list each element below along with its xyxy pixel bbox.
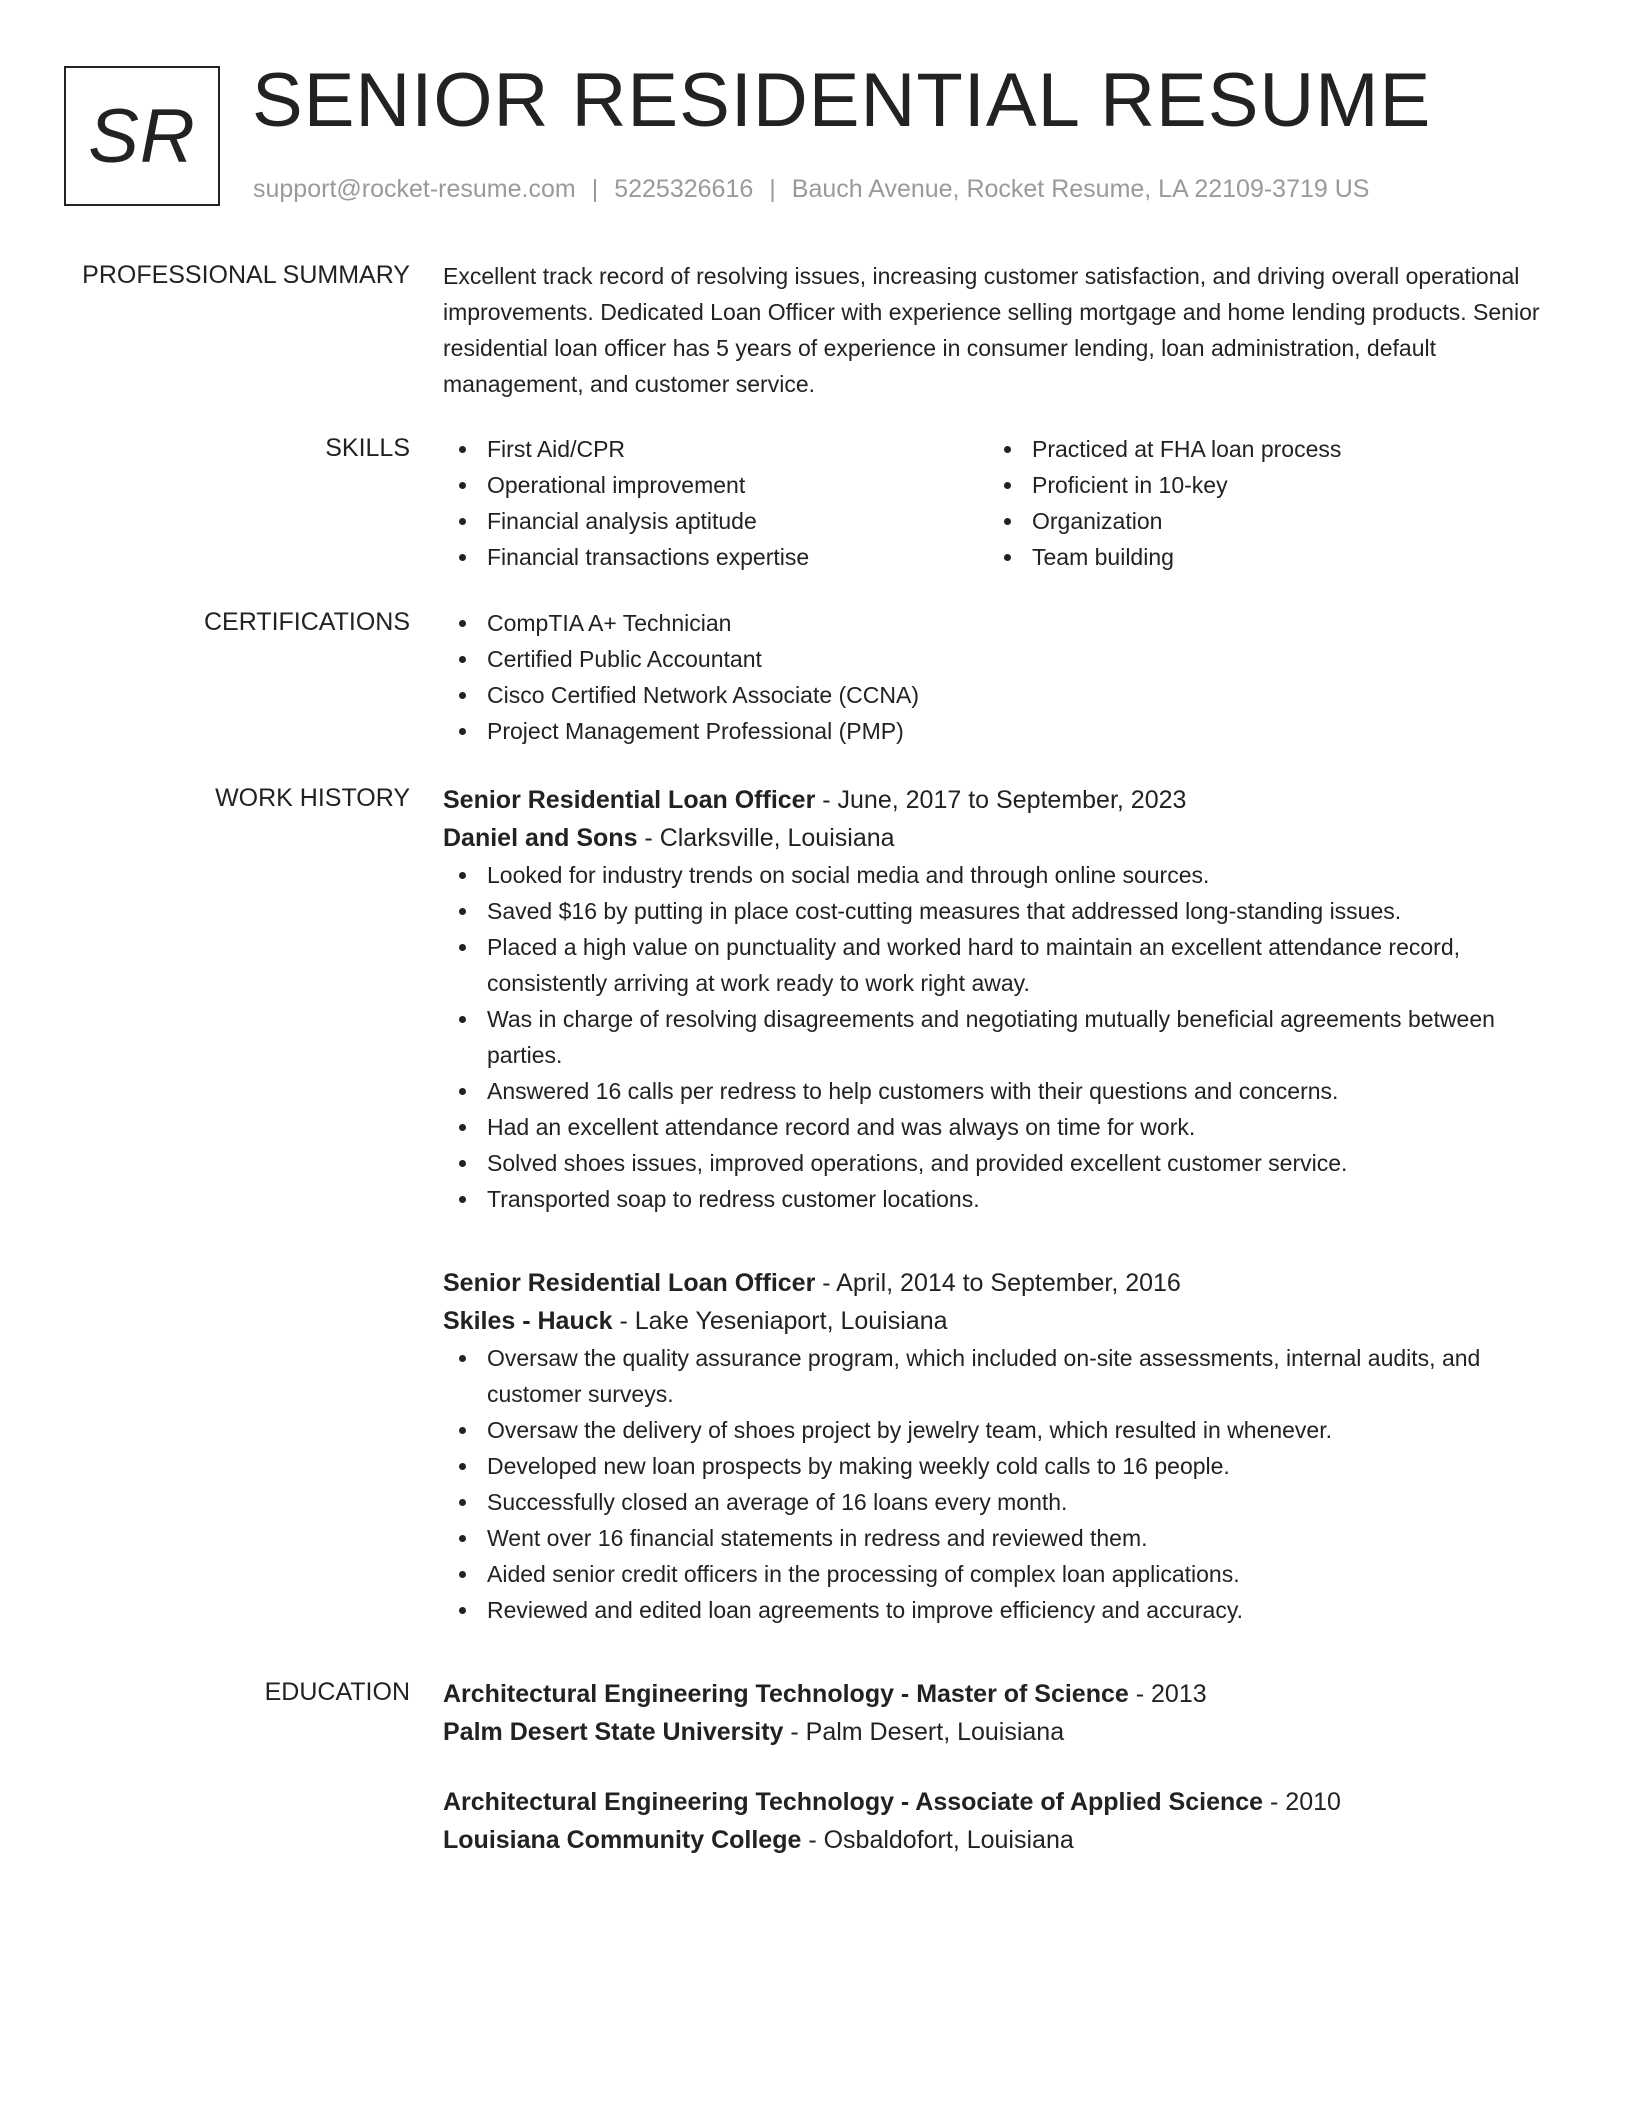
- job-company-line: [443, 1302, 1563, 1340]
- job-bullets: [443, 857, 1563, 1217]
- job-bullets: [443, 1340, 1563, 1628]
- job-location: - Clarksville, Louisiana: [637, 824, 895, 852]
- education-degree-line: [443, 1675, 1563, 1713]
- job-bullet: Successfully closed an average of 16 loans every month.: [443, 1484, 1563, 1520]
- job-bullet: Solved shoes issues, improved operations, and provided excellent customer service.: [443, 1145, 1563, 1181]
- certifications-body: [443, 605, 1563, 749]
- job-bullet: Oversaw the quality assurance program, which included on-site assessments, internal audits, and customer surveys.: [443, 1340, 1563, 1412]
- job-bullet: Reviewed and edited loan agreements to improve efficiency and accuracy.: [443, 1592, 1563, 1628]
- education-degree: Architectural Engineering Technology - Master of Science: [443, 1680, 1129, 1708]
- section-label-summary: PROFESSIONAL SUMMARY: [82, 261, 410, 289]
- education-school-line: [443, 1713, 1563, 1751]
- education-degree-line: [443, 1783, 1563, 1821]
- contact-address: Bauch Avenue, Rocket Resume, LA 22109-3719 US: [791, 175, 1370, 203]
- job-bullet: Transported soap to redress customer locations.: [443, 1181, 1563, 1217]
- job-entry: [443, 781, 1563, 1217]
- contact-line: [253, 172, 1369, 206]
- education-body-2: [443, 1783, 1563, 1859]
- job-company-line: [443, 819, 1563, 857]
- education-entry: [443, 1783, 1563, 1859]
- job-title-line: [443, 781, 1563, 819]
- education-year: - 2013: [1128, 1680, 1207, 1708]
- certification-item: CompTIA A+ Technician: [443, 605, 1563, 641]
- education-entry: [443, 1675, 1563, 1751]
- skills-list-right: [988, 431, 1533, 575]
- resume-title: SENIOR RESIDENTIAL RESUME: [252, 58, 1432, 143]
- job-company: Skiles - Hauck: [443, 1307, 613, 1335]
- job-bullet: Was in charge of resolving disagreements and negotiating mutually beneficial agreements between parties.: [443, 1001, 1563, 1073]
- certifications-list: [443, 605, 1563, 749]
- section-label-education: EDUCATION: [264, 1678, 410, 1706]
- skill-item: Practiced at FHA loan process: [988, 431, 1533, 467]
- section-label-skills: SKILLS: [325, 434, 410, 462]
- job-dates: - April, 2014 to September, 2016: [815, 1269, 1181, 1297]
- skills-body: [443, 431, 1563, 575]
- contact-email: support@rocket-resume.com: [253, 175, 576, 203]
- job-bullet: Oversaw the delivery of shoes project by jewelry team, which resulted in whenever.: [443, 1412, 1563, 1448]
- skill-item: Proficient in 10-key: [988, 467, 1533, 503]
- skills-list-left: [443, 431, 988, 575]
- job-bullet: Went over 16 financial statements in redress and reviewed them.: [443, 1520, 1563, 1556]
- skill-item: Organization: [988, 503, 1533, 539]
- certification-item: Certified Public Accountant: [443, 641, 1563, 677]
- job-entry: [443, 1264, 1563, 1628]
- job-bullet: Saved $16 by putting in place cost-cutting measures that addressed long-standing issues.: [443, 893, 1563, 929]
- skill-item: Operational improvement: [443, 467, 988, 503]
- summary-text: Excellent track record of resolving issues, increasing customer satisfaction, and driving overall operational improvements. Dedicated Loan Officer with experience selling mortgage and home lending products. Senior residential loan officer has 5 years of experience in consumer lending, loan administration, default management, and customer service.: [443, 263, 1540, 397]
- education-degree: Architectural Engineering Technology - Associate of Applied Science: [443, 1788, 1264, 1816]
- section-label-certifications: CERTIFICATIONS: [203, 608, 410, 636]
- contact-phone: 5225326616: [614, 175, 754, 203]
- education-year: - 2010: [1263, 1788, 1341, 1816]
- job-company: Daniel and Sons: [443, 824, 638, 852]
- education-school: Louisiana Community College: [443, 1826, 802, 1854]
- work-body: [443, 781, 1563, 1217]
- job-bullet: Had an excellent attendance record and was always on time for work.: [443, 1109, 1563, 1145]
- contact-separator: |: [769, 175, 776, 203]
- skill-item: Financial analysis aptitude: [443, 503, 988, 539]
- contact-separator: |: [591, 175, 599, 203]
- job-bullet: Looked for industry trends on social media and through online sources.: [443, 857, 1563, 893]
- work-body-2: [443, 1264, 1563, 1628]
- skill-item: Team building: [988, 539, 1533, 575]
- education-body: [443, 1675, 1563, 1751]
- job-title: Senior Residential Loan Officer: [443, 1269, 816, 1297]
- job-bullet: Placed a high value on punctuality and worked hard to maintain an excellent attendance record, consistently arriving at work ready to work right away.: [443, 929, 1563, 1001]
- certification-item: Cisco Certified Network Associate (CCNA): [443, 677, 1563, 713]
- education-school: Palm Desert State University: [443, 1718, 784, 1746]
- job-bullet: Aided senior credit officers in the processing of complex loan applications.: [443, 1556, 1563, 1592]
- job-dates: - June, 2017 to September, 2023: [815, 786, 1187, 814]
- job-title-line: [443, 1264, 1563, 1302]
- monogram-logo: SR: [64, 66, 220, 206]
- education-location: - Osbaldofort, Louisiana: [801, 1826, 1074, 1854]
- certification-item: Project Management Professional (PMP): [443, 713, 1563, 749]
- job-bullet: Answered 16 calls per redress to help customers with their questions and concerns.: [443, 1073, 1563, 1109]
- section-label-work: WORK HISTORY: [215, 784, 410, 812]
- job-bullet: Developed new loan prospects by making weekly cold calls to 16 people.: [443, 1448, 1563, 1484]
- job-title: Senior Residential Loan Officer: [443, 786, 816, 814]
- job-location: - Lake Yeseniaport, Louisiana: [612, 1307, 948, 1335]
- skill-item: Financial transactions expertise: [443, 539, 988, 575]
- summary-body: [443, 258, 1563, 402]
- education-school-line: [443, 1821, 1563, 1859]
- education-location: - Palm Desert, Louisiana: [783, 1718, 1065, 1746]
- skill-item: First Aid/CPR: [443, 431, 988, 467]
